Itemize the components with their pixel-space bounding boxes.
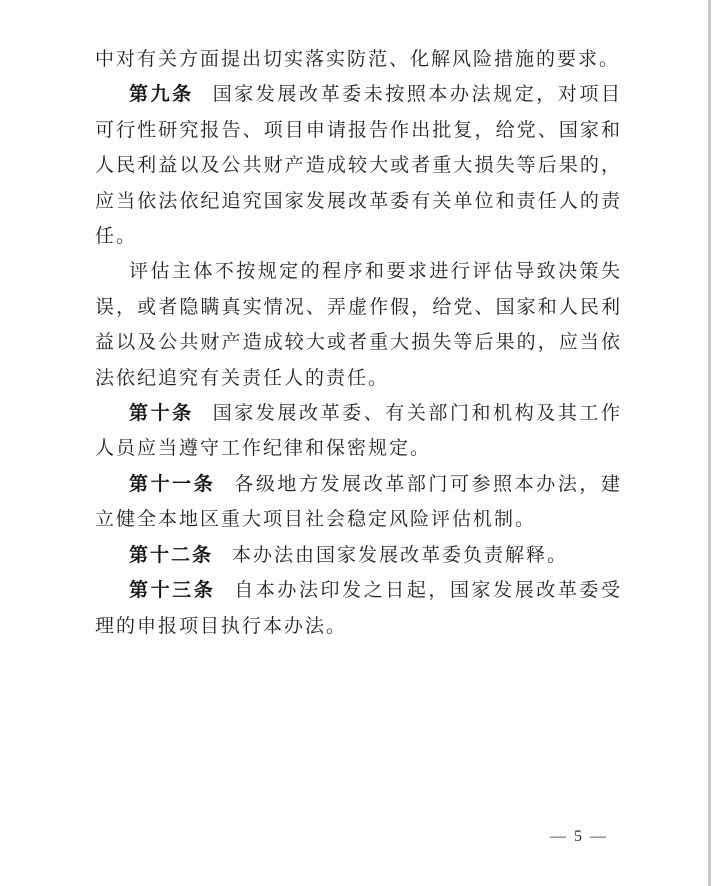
- paragraph-text: 各级地方发展改革部门可参照本办法，建立健全本地区重大项目社会稳定风险评估机制。: [95, 473, 622, 531]
- paragraph-text: 评估主体不按规定的程序和要求进行评估导致决策失误，或者隐瞒真实情况、弄虚作假，给党、国家和人民利益以及公共财产造成较大或者重大损失等后果的，应当依法依纪追究有关责任人的责任。: [95, 261, 622, 389]
- paragraph-assessment-liability: [95, 254, 622, 396]
- article-term: 第十条: [129, 403, 194, 425]
- article-term: 第九条: [129, 84, 194, 106]
- document-body-text: [95, 42, 622, 644]
- paragraph-article-11: [95, 467, 622, 538]
- article-term: 第十二条: [129, 544, 214, 566]
- paragraph-continuation: [95, 42, 622, 77]
- page-number: — 5 —: [550, 828, 608, 845]
- paragraph-article-12: [95, 538, 622, 573]
- paragraph-text: 自本办法印发之日起，国家发展改革委受理的申报项目执行本办法。: [95, 580, 622, 637]
- paragraph-article-10: [95, 396, 622, 467]
- paragraph-article-13: [95, 573, 622, 644]
- paragraph-text: 中对有关方面提出切实落实防范、化解风险措施的要求。: [95, 49, 621, 70]
- paragraph-article-9: [95, 77, 622, 254]
- article-term: 第十一条: [129, 473, 216, 495]
- paragraph-text: 国家发展改革委未按照本办法规定，对项目可行性研究报告、项目申请报告作出批复，给党、国家和人民利益以及公共财产造成较大或者重大损失等后果的，应当依法依纪追究国家发展改革委有关单位和责任人的责任。: [95, 84, 622, 248]
- paragraph-text: 本办法由国家发展改革委负责解释。: [232, 544, 569, 566]
- article-term: 第十三条: [129, 580, 216, 602]
- scan-edge-line: [708, 0, 711, 886]
- paragraph-text: 国家发展改革委、有关部门和机构及其工作人员应当遵守工作纪律和保密规定。: [95, 403, 622, 460]
